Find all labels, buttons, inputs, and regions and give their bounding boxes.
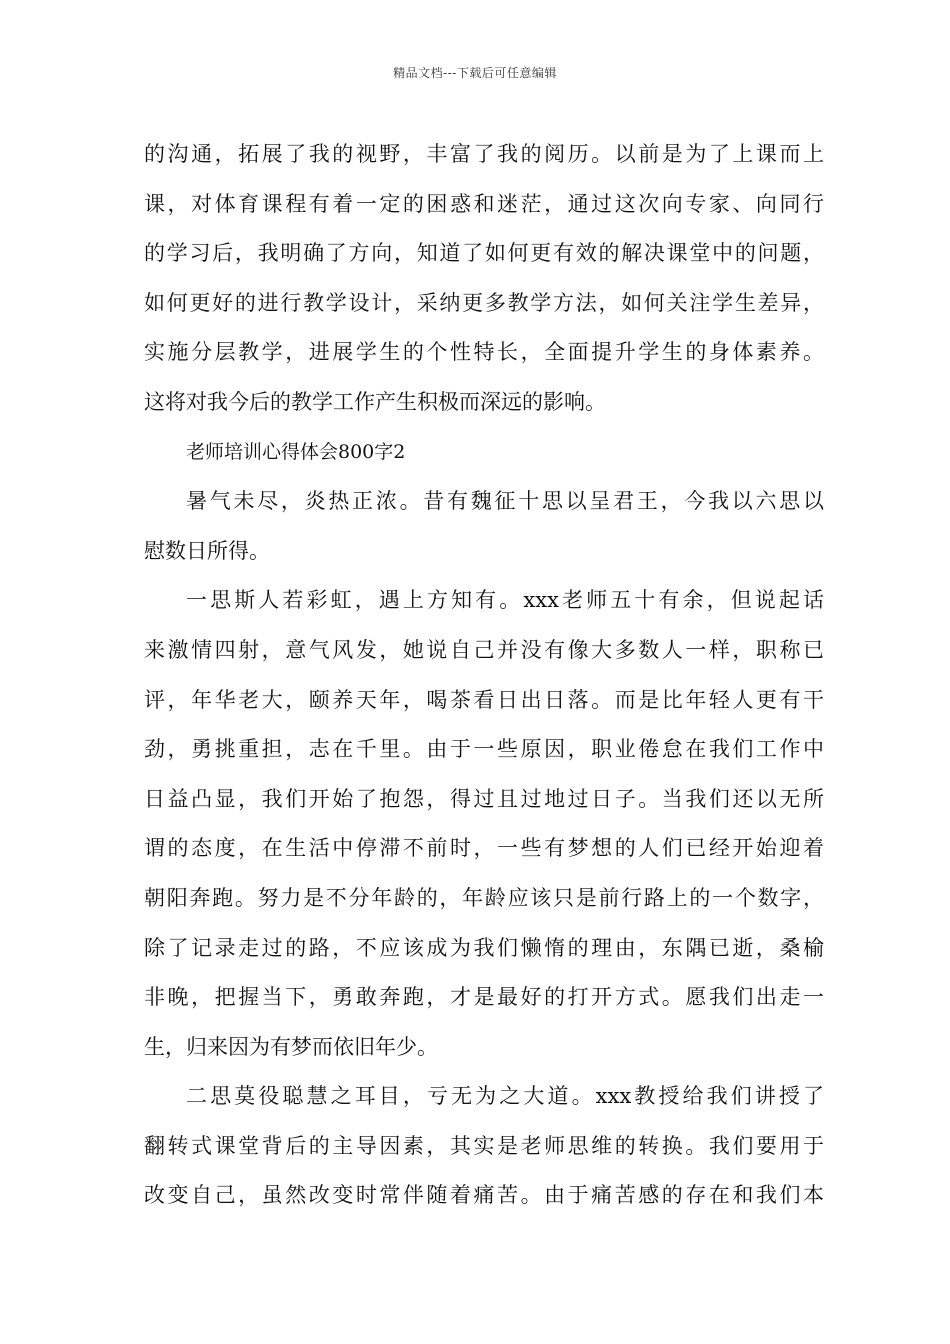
section-heading (144, 428, 824, 478)
text-line: 这将对我今后的教学工作产生积极而深远的影响。 (144, 389, 606, 414)
text-line: 日益凸显，我们开始了抱怨，得过且过地过日子。当我们还以无所 (144, 786, 824, 811)
paragraph (144, 1072, 824, 1221)
text-line: 劲，勇挑重担，志在千里。由于一些原因，职业倦怠在我们工作中 (144, 737, 824, 762)
paragraph (144, 130, 824, 428)
text-line: 的沟通，拓展了我的视野，丰富了我的阅历。以前是为了上课而上 (144, 142, 824, 166)
text-line: 二思莫役聪慧之耳目，亏无为之大道。xxx教授给我们讲授了 (186, 1084, 824, 1109)
text-line: 朝阳奔跑。努力是不分年龄的，年龄应该只是前行路上的一个数字， (144, 885, 824, 910)
page-header: 精品文档---下载后可任意编辑 (393, 66, 557, 80)
text-line: 谓的态度，在生活中停滞不前时，一些有梦想的人们已经开始迎着 (144, 836, 824, 861)
text-line: 非晚，把握当下，勇敢奔跑，才是最好的打开方式。愿我们出走一 (144, 985, 824, 1010)
text-line: 改变自己，虽然改变时常伴随着痛苦。由于痛苦感的存在和我们本 (144, 1183, 824, 1208)
text-line: 课，对体育课程有着一定的困惑和迷茫，通过这次向专家、向同行 (144, 191, 824, 216)
text-line: 如何更好的进行教学设计，采纳更多教学方法，如何关注学生差异， (144, 290, 824, 315)
text-line: 来激情四射，意气风发，她说自己并没有像大多数人一样，职称已 (144, 637, 824, 662)
text-line: 实施分层教学，进展学生的个性特长，全面提升学生的身体素养。 (144, 340, 824, 365)
heading-text: 老师培训心得体会800字2 (186, 440, 406, 463)
text-line: 一思斯人若彩虹，遇上方知有。xxx老师五十有余，但说起话 (186, 588, 824, 613)
text-line: 的学习后，我明确了方向，知道了如何更有效的解决课堂中的问题， (144, 241, 824, 266)
paragraph (144, 477, 824, 576)
text-line: 暑气未尽，炎热正浓。昔有魏征十思以呈君王，今我以六思以 (186, 489, 824, 514)
text-line: 生，归来因为有梦而依旧年少。 (144, 1034, 438, 1059)
text-line: 翻转式课堂背后的主导因素，其实是老师思维的转换。我们要用于 (144, 1133, 824, 1158)
text-line: 评，年华老大，颐养天年，喝茶看日出日落。而是比年轻人更有干 (144, 687, 824, 712)
text-line: 除了记录走过的路，不应该成为我们懒惰的理由，东隅已逝，桑榆 (144, 935, 824, 960)
text-line: 慰数日所得。 (144, 538, 270, 563)
document-body (144, 130, 824, 1221)
paragraph (144, 576, 824, 1072)
